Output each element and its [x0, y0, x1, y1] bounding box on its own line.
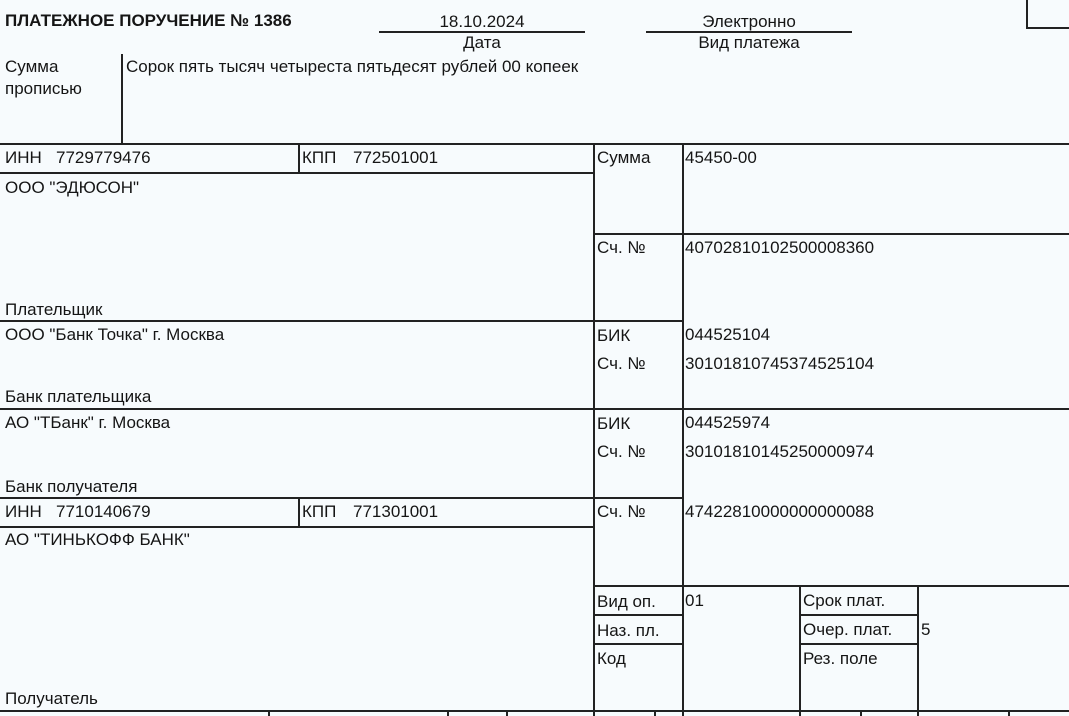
line-payer-bank-bottom	[0, 408, 1069, 410]
term-label: Срок плат.	[803, 591, 886, 610]
priority-label: Очер. плат.	[803, 620, 893, 639]
line-term-bottom	[799, 614, 917, 616]
op-type-label: Вид оп.	[597, 592, 656, 611]
recipient-bank-caption: Банк получателя	[5, 477, 138, 496]
recipient-bank-bik-label: БИК	[597, 414, 631, 433]
line-top	[0, 143, 1069, 145]
line-bottom-tick-2	[447, 710, 449, 716]
payer-name: ООО "ЭДЮСОН"	[5, 178, 140, 197]
recipient-bank-name: АО "ТБанк" г. Москва	[5, 413, 171, 432]
line-col-b	[682, 143, 684, 716]
line-bottom-tick-4	[654, 710, 656, 716]
priority-value: 5	[921, 620, 931, 639]
payer-inn-label: ИНН	[5, 148, 42, 167]
payer-bank-bik-label: БИК	[597, 326, 631, 345]
form-code-box	[1026, 0, 1069, 29]
line-recipient-inn	[0, 526, 593, 528]
line-bottom-tick-6	[1008, 710, 1010, 716]
amount-words-label-line1: Сумма	[5, 57, 59, 76]
line-bottom-tick-1	[268, 710, 270, 716]
payer-bank-name: ООО "Банк Точка" г. Москва	[5, 325, 225, 344]
recipient-inn: 7710140679	[56, 502, 151, 521]
line-purpose-bottom	[593, 643, 682, 645]
recipient-kpp: 771301001	[353, 502, 439, 521]
document-title: ПЛАТЕЖНОЕ ПОРУЧЕНИЕ № 1386	[5, 11, 292, 30]
recipient-bank-account: 30101810145250000974	[685, 442, 875, 461]
line-payer-kpp	[298, 143, 300, 172]
payment-type-value: Электронно	[702, 12, 796, 31]
line-details-top	[593, 585, 1069, 587]
line-recipient-kpp	[298, 497, 300, 526]
line-col-a	[593, 143, 595, 716]
recipient-account-label: Сч. №	[597, 502, 646, 521]
line-payer-bottom	[0, 320, 682, 322]
payment-type-label: Вид платежа	[698, 33, 800, 52]
date-label: Дата	[463, 33, 501, 52]
line-col-d	[917, 585, 919, 716]
recipient-name: АО "ТИНЬКОФФ БАНК"	[5, 530, 190, 549]
amount-words-value: Сорок пять тысяч четыреста пятьдесят рублей 00 копеек	[126, 57, 579, 76]
recipient-account: 47422810000000000088	[685, 502, 875, 521]
line-bottom-tick-3	[506, 710, 508, 716]
purpose-label: Наз. пл.	[597, 621, 660, 640]
op-type-value: 01	[685, 591, 704, 610]
payer-kpp: 772501001	[353, 148, 439, 167]
recipient-kpp-label: КПП	[302, 502, 337, 521]
payer-bank-caption: Банк плательщика	[5, 387, 152, 406]
line-bottom	[0, 710, 1069, 712]
payer-bank-account-label: Сч. №	[597, 354, 646, 373]
recipient-bank-account-label: Сч. №	[597, 442, 646, 461]
payer-account: 40702810102500008360	[685, 238, 875, 257]
payer-inn: 7729779476	[56, 148, 151, 167]
line-bottom-tick-5	[860, 710, 862, 716]
date-value: 18.10.2024	[439, 12, 525, 31]
payer-bank-bik: 044525104	[685, 325, 771, 344]
line-priority-bottom	[799, 643, 917, 645]
line-purpose-top	[593, 614, 682, 616]
amount-words-label-line2: прописью	[5, 79, 82, 98]
amount-value: 45450-00	[685, 148, 757, 167]
line-recipient-bank-bottom	[0, 497, 682, 499]
line-payer-inn	[0, 172, 593, 174]
payer-caption: Плательщик	[5, 300, 103, 319]
recipient-bank-bik: 044525974	[685, 413, 771, 432]
reserve-label: Рез. поле	[803, 649, 878, 668]
amount-label: Сумма	[597, 148, 651, 167]
payer-bank-account: 30101810745374525104	[685, 354, 875, 373]
line-amount-bottom	[593, 233, 1069, 235]
payer-kpp-label: КПП	[302, 148, 337, 167]
recipient-inn-label: ИНН	[5, 502, 42, 521]
line-col-c	[799, 585, 801, 716]
recipient-caption: Получатель	[5, 689, 98, 708]
code-label: Код	[597, 649, 626, 668]
payer-account-label: Сч. №	[597, 238, 646, 257]
amount-words-divider	[121, 54, 123, 143]
